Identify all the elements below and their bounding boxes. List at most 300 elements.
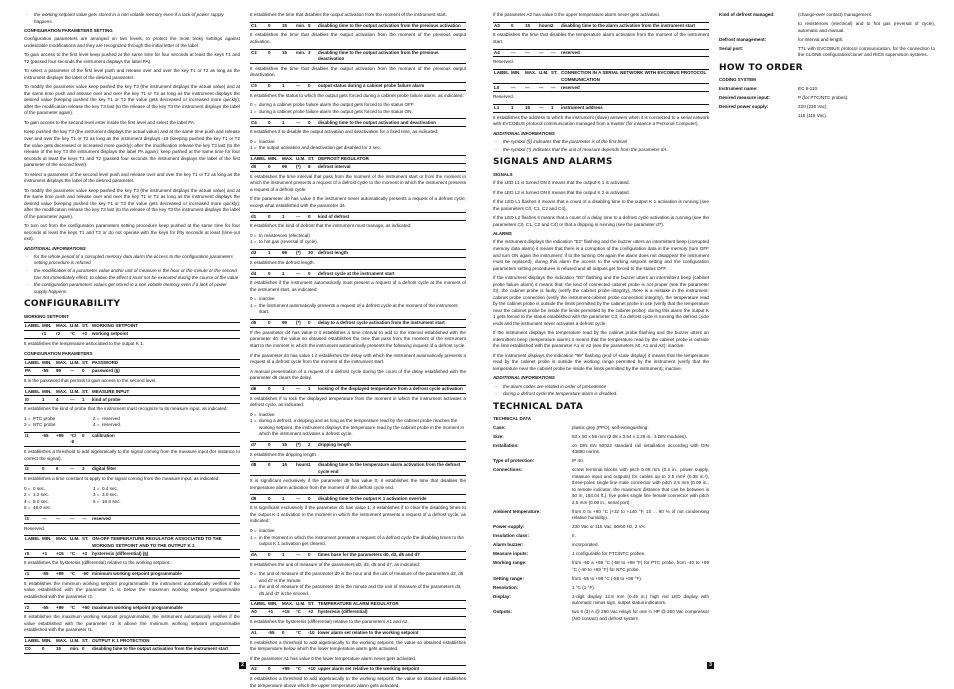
- option-text: 2 =: [93, 415, 100, 421]
- param-cell: 0: [267, 82, 281, 90]
- spec-row: [493, 560, 709, 573]
- param-cell: d6: [250, 385, 267, 393]
- param-cell: ---: [538, 104, 550, 112]
- param-cell: d1: [250, 213, 267, 221]
- option-text: NTC probe: [33, 422, 56, 428]
- option-text: 1 =: [24, 415, 31, 421]
- spec-value: two 6 (3) A @ 250 Vac relays for one ½ HP @ 250 Vac compressor (NO contact) and defrost system: [572, 609, 709, 621]
- additional-info-title: ADDITIONAL INFORMATIONS: [24, 245, 86, 251]
- param-cell: ---: [524, 49, 538, 57]
- option-key: 0 =: [250, 232, 257, 238]
- param-cell: 2: [550, 22, 560, 30]
- param-desc: If the parameter A1 has value 0 the lower temperature alarm never gets activated.: [250, 655, 417, 661]
- param-cell: LABEL: [24, 388, 41, 396]
- param-table: [250, 600, 466, 617]
- param-cell: U.M.: [69, 637, 81, 645]
- spec-row: [719, 46, 935, 59]
- spec-label: Measure inputs:: [493, 551, 529, 557]
- column-4: [719, 12, 935, 671]
- spec-value: 220 (230 Vac): [798, 103, 827, 109]
- paragraph: If the instrument displays the temperature read by the cabinet probe flashing and the buzzer utters an intermittent beep (temperature alarm) it means that the temperature read by the cabinet probe is outside the limit established with the parameter A1 or A2 (see the parameters A0, A1 and A2); inactive.: [493, 330, 709, 349]
- param-cell: MIN.: [41, 536, 55, 550]
- param-cell: -50: [81, 570, 91, 578]
- param-desc: It establishes the status to which the output gets forced during a cabinet probe failure alarm, as indicated:: [250, 92, 464, 98]
- param-cell: 99: [281, 249, 295, 257]
- param-cell: /3: [24, 515, 41, 523]
- param-cell: U.M.: [295, 601, 307, 609]
- spec-label: Case:: [493, 424, 506, 430]
- param-table: [250, 249, 466, 258]
- param-desc: It establishes the hysteresis (differential) relative to the parameters A1 and A2.: [250, 619, 409, 625]
- param-row: [493, 22, 709, 30]
- additional-info-title: ADDITIONAL INFORMATIONS: [493, 130, 555, 136]
- param-cell: 0: [267, 49, 281, 63]
- param-name: reserved: [91, 515, 240, 523]
- spec-label: Outputs:: [493, 609, 513, 615]
- spec-value: II.: [572, 533, 576, 539]
- param-name: lower alarm set relative to the working setpoint: [317, 629, 466, 637]
- spec-value: on DIN EN 50022 standard rail installation according with DIN 43880 norms.: [572, 442, 709, 455]
- param-name: output status during a cabinet probe failure alarm: [317, 82, 466, 90]
- param-row: [250, 462, 466, 476]
- spec-value: 1 °C (1 °F).: [572, 584, 596, 590]
- param-cell: +99: [55, 570, 69, 578]
- param-cell: +1: [267, 609, 281, 617]
- param-cell: °C: [295, 609, 307, 617]
- option-text: 1 =: [93, 485, 100, 491]
- param-cell: A1: [250, 629, 267, 637]
- param-cell: /0: [24, 396, 41, 404]
- param-cell: ST.: [550, 70, 560, 84]
- param-desc: A manual presentation of a request of a defrost cycle during the count of the delay established with the parameter d5 clears the delay.: [250, 368, 466, 381]
- spec-label: Insulation class:: [493, 533, 529, 539]
- param-cell: C4: [250, 119, 267, 127]
- param-row: [250, 551, 466, 559]
- param-name: hysteresis (differential): [317, 609, 466, 617]
- spec-label: [719, 21, 798, 34]
- param-cell: C3: [250, 82, 267, 90]
- param-desc: It establishes a threshold to add algebraically to the working setpoint; the value so obtained establishes the temperature above which the upper temperature alarm gets activated.: [250, 676, 466, 688]
- param-cell: A3: [493, 22, 510, 30]
- paragraph: If the instrument displays the indication "99" flashing (end of scale display) it means that the temperature read by the cabinet probe is outside the working range permitted by the instrument (verify that the temperature near the cabinet probe be inside the limits permitted by the instrument); inactive.: [493, 352, 709, 371]
- param-cell: ---: [69, 515, 81, 523]
- param-cell: (*): [295, 163, 307, 171]
- param-cell: MIN.: [510, 70, 524, 84]
- spec-label: Ambient temperature:: [493, 508, 541, 514]
- param-cell: 1: [281, 213, 295, 221]
- param-cell: U.M.: [295, 155, 307, 163]
- option-text: inactive: [259, 411, 275, 417]
- param-table: [250, 385, 466, 394]
- bullet-item: - the alarm codes are related in order of precedence: [503, 384, 709, 391]
- param-desc: It establishes the time that disables the output activation from the moment of the previous output activation.: [250, 32, 466, 44]
- param-cell: d0: [250, 163, 267, 171]
- param-desc: It establishes if the instrument automatically must present a request of a defrost cycle at the moment of the instrument start, as indicated:: [250, 280, 466, 292]
- section-title: CODING SYSTEM: [719, 77, 756, 83]
- bullet-item: - the configuration parameters values get stored in a non volatile memory even if a lack of power supply happens.: [34, 282, 240, 295]
- spec-label: Desired power supply:: [719, 103, 769, 109]
- param-name: disabling time to the output activation from the instrument start: [91, 645, 240, 653]
- param-cell: 0: [267, 22, 281, 30]
- bullet-item: - for the whole period of a corrupted memory data alarm the access to the configuration parameters setting procedure is refused: [34, 254, 240, 267]
- spec-row: [493, 443, 709, 456]
- param-cell: -10: [307, 629, 317, 637]
- param-cell: 0: [281, 629, 295, 637]
- param-cell: -55: [267, 629, 281, 637]
- param-cell: min.: [69, 645, 81, 653]
- param-row: [250, 213, 466, 221]
- param-cell: -55: [41, 570, 55, 578]
- param-name: instrument address: [560, 104, 709, 112]
- option-key: 1 =: [250, 108, 257, 114]
- column-3: [493, 12, 709, 671]
- param-cell: 0: [267, 385, 281, 393]
- param-row: [24, 515, 240, 523]
- param-desc: It establishes the time that disables the temperature alarm activation from the moment of the instrument start.: [493, 32, 709, 44]
- param-cell: (*): [295, 319, 307, 327]
- param-cell: °C: [69, 550, 81, 558]
- param-cell: ---: [510, 49, 524, 57]
- param-desc: It establishes the time that disables the output activation from the moment of the previous output deactivation.: [250, 65, 466, 78]
- option-text: 1.2 sec.: [33, 492, 50, 498]
- param-cell: MIN.: [41, 388, 55, 396]
- spec-value: from -50 a +99 °C (-58 to +99 °F) for PTC probe, from -40 to +99 °C (-40 to +99 °F) for NTC probe.: [572, 560, 709, 572]
- bullet-list: [34, 254, 240, 295]
- spec-row: [493, 467, 709, 506]
- param-name: reserved: [560, 84, 709, 92]
- column-1: [24, 12, 240, 671]
- param-cell: 15: [524, 104, 538, 112]
- param-row: [250, 270, 466, 278]
- param-cell: +10: [307, 666, 317, 674]
- param-cell: C2: [250, 49, 267, 63]
- param-cell: LABEL: [250, 601, 267, 609]
- param-cell: /2: [24, 466, 41, 474]
- spec-label: Instrument name:: [719, 85, 758, 91]
- param-table: [24, 603, 240, 612]
- param-table: [250, 319, 466, 328]
- page-number: 2: [239, 662, 246, 669]
- param-cell: +2: [307, 609, 317, 617]
- option-text: 4 =: [24, 498, 31, 504]
- option-text: reserved.: [102, 422, 122, 428]
- param-row: [24, 367, 240, 375]
- param-desc: If the parameter d4 has value 1 it establishes the delay with which the instrument automatically presents a request of a defrost cycle from the moment of the instrument start.: [250, 352, 466, 365]
- param-cell: ---: [550, 84, 560, 92]
- param-row: [24, 645, 240, 653]
- spec-value: plastic grey (PPO), self-extinguishing.: [572, 424, 649, 430]
- param-cell: MIN.: [41, 359, 55, 367]
- param-cell: (*): [295, 249, 307, 257]
- param-cell: °C: [69, 331, 81, 339]
- param-table: [24, 570, 240, 579]
- param-desc: If the parameter d4 has value 0 it establishes a time interval to add to the interval established with the parameter d0; the value so obtained establishes the time that pass from the moment of the instrument start to the moment in which the instrument automatically presents the following request of a defrost cycle.: [250, 329, 466, 348]
- param-cell: +50: [81, 604, 91, 612]
- param-cell: 0: [267, 441, 281, 449]
- heading-how-to-order: HOW TO ORDER: [719, 62, 803, 73]
- param-row: [250, 666, 466, 674]
- param-cell: (*): [295, 441, 307, 449]
- param-row: [24, 359, 240, 367]
- option-grid: [24, 416, 240, 429]
- param-table: [24, 535, 240, 558]
- spec-row: [493, 542, 709, 549]
- spec-value: (change-over contact) management.: [798, 12, 873, 17]
- param-desc: It establishes the kind of defrost that the instrument must manage, as indicated:: [250, 223, 412, 229]
- param-cell: 1: [81, 396, 91, 404]
- param-cell: 3: [81, 466, 91, 474]
- option-text: reserved: [102, 415, 120, 421]
- option-key: 0 =: [250, 102, 257, 108]
- option-text: 48.0 sec.: [33, 505, 52, 511]
- param-name: locking of the displayed temperature from a defrost cycle activation: [317, 385, 466, 393]
- spec-row: [719, 37, 935, 44]
- option-text: 8.0 sec.: [33, 498, 50, 504]
- param-cell: MAX.: [55, 388, 69, 396]
- param-cell: 99: [281, 163, 295, 171]
- param-cell: MAX.: [55, 359, 69, 367]
- param-cell: 1: [267, 249, 281, 257]
- param-cell: 8: [307, 163, 317, 171]
- param-row: [250, 385, 466, 393]
- param-cell: ---: [295, 119, 307, 127]
- param-desc: It is the password that permits to gain access to the second level.: [24, 377, 157, 383]
- param-cell: ---: [295, 551, 307, 559]
- param-desc: It establishes a time constant to apply to the signal coming from the measure input, as indicated:: [24, 476, 220, 482]
- param-name: disabling time to the temperature alarm activation from the defrost cycle end: [317, 462, 466, 476]
- section-title: CONFIGURATION PARAMETERS: [24, 350, 93, 356]
- option-text: the output activation and deactivation get disabled for 3 sec.: [259, 145, 382, 151]
- param-cell: [24, 331, 41, 339]
- param-cell: 0: [267, 666, 281, 674]
- spec-value: TTL with EVCOBUS protocol communication, for the connection to the CLONE configuration/cloner and RICS supervision systems.: [798, 45, 935, 58]
- param-cell: +1: [41, 550, 55, 558]
- param-cell: ---: [295, 270, 307, 278]
- param-name: times base for the parameters d0, d3, d5 and d7: [317, 551, 466, 559]
- param-table: [250, 665, 466, 674]
- section-title: ALARMS: [493, 231, 512, 237]
- param-table: [24, 515, 240, 524]
- param-row: [24, 536, 240, 550]
- param-row: [493, 49, 709, 57]
- order-list: [719, 86, 935, 120]
- param-cell: U.M.: [538, 70, 550, 84]
- spec-value: to resistences (electrical) and to hot gas (reversal of cycle), automatic and manual.: [798, 21, 935, 33]
- heading-technical-data: TECHNICAL DATA: [493, 401, 584, 412]
- column-2: [250, 12, 466, 688]
- param-cell: r2: [55, 331, 69, 339]
- param-cell: MAX.: [55, 536, 69, 550]
- paragraph: To modify the parameter value keep pushed the key T3 (the instrument displays the actual value) and at the same time push and release over and over the key T1 or T2 as long as the instrument displays the desired value (keeping pushed the key T1 or T2 the value gets decreased or increased more quickly); after the modification release the key T3 last (to the release of the key T3 the instrument displays the label of the parameter again).: [24, 84, 240, 116]
- param-desc: It is significant exclusively if the parameter d6 has value 0; it establishes the time that disables the temperature alarm activation from the moment of the defrost cycle end.: [250, 478, 466, 490]
- param-cell: 0: [307, 319, 317, 327]
- param-table: [24, 637, 240, 654]
- param-cell: PA: [24, 367, 41, 375]
- param-table: [250, 269, 466, 278]
- param-cell: ---: [81, 515, 91, 523]
- param-cell: 30: [307, 249, 317, 257]
- param-cell: 4: [55, 396, 69, 404]
- param-cell: -55: [41, 432, 55, 446]
- option-text: inactive: [259, 296, 275, 302]
- spec-label: Setting range:: [493, 575, 524, 581]
- spec-row: [493, 594, 709, 607]
- param-cell: r1: [41, 331, 55, 339]
- param-cell: 6: [55, 466, 69, 474]
- param-table: [250, 22, 466, 31]
- spec-value: from -55 to +99 °C (-55 to +99 °F).: [572, 575, 643, 581]
- param-desc: It establishes the temperature associated to the output K 1.: [24, 341, 145, 347]
- bullet-item: - the symbol (*) indicates that the unit of measure depends from the parameter dA.: [503, 147, 709, 154]
- param-cell: min.: [295, 22, 307, 30]
- param-desc: It establishes the maximum working setpoint programmable; the instrument automatically verifies if the value established with the parameter r2 is above the minimum working setpoint programmable established with the parameter r1.: [24, 614, 240, 633]
- param-cell: d4: [250, 270, 267, 278]
- param-cell: MIN.: [267, 601, 281, 609]
- param-cell: 99: [55, 367, 69, 375]
- param-row: [250, 495, 466, 503]
- param-name: working setpoint: [91, 331, 240, 339]
- param-desc: If the parameter d0 has value 0 the instrument never automatically presents a request of a defrost cycle, except what established with the parameter d4.: [250, 196, 466, 208]
- param-cell: 0: [307, 551, 317, 559]
- param-cell: °C: [295, 666, 307, 674]
- spec-label: Installation:: [493, 442, 519, 448]
- spec-label: [719, 113, 798, 120]
- param-row: [250, 82, 466, 90]
- param-table: [250, 82, 466, 91]
- param-desc: It establishes the time interval that pass from the moment of the instrument start or from the moment in which the instrument presents a request of a defrost cycle to the moment in which the instrument presents a request of a defrost cycle.: [250, 173, 466, 192]
- page-left: [0, 0, 477, 688]
- paragraph: If the instrument displays the indication "E2" flashing and the buzzer utters an intermittent beep (corrupted memory data alarm) it means that there is a corruption of the configuration data in the memory (turn OFF and turn ON again the instrument: if to the turning ON again the alarm does not disappear the instrument must be replaced); during this alarm the access to the working setpoint setting and the configuration parameters setting procedures is refused and all outputs get forced to the status OFF.: [493, 239, 709, 271]
- param-cell: 0: [81, 645, 91, 653]
- option-key: 1 =: [250, 534, 257, 540]
- param-cell: U.M.: [69, 388, 81, 396]
- param-cell: min.: [295, 49, 307, 63]
- param-row: [24, 388, 240, 396]
- param-name: minimum working setpoint programmable: [91, 570, 240, 578]
- param-cell: 0: [307, 119, 317, 127]
- param-cell: ---: [295, 213, 307, 221]
- spec-value: EC 6-110.: [798, 85, 819, 91]
- param-cell: 15: [281, 462, 295, 476]
- param-table: [24, 359, 240, 376]
- param-cell: 2: [307, 441, 317, 449]
- param-cell: MIN.: [41, 323, 55, 331]
- param-table: [250, 551, 466, 560]
- param-cell: 1: [550, 104, 560, 112]
- param-desc: Reserved.: [493, 59, 514, 65]
- param-row: [250, 119, 466, 127]
- param-cell: +15: [281, 609, 295, 617]
- option-text: [102, 505, 162, 512]
- param-cell: C1: [250, 22, 267, 30]
- param-row: [24, 432, 240, 446]
- param-table: [493, 49, 709, 58]
- param-row: [250, 49, 466, 63]
- paragraph: To select a parameter of the first level push and release over and over the key T1 or T2 as long as the instrument displays the label of the desired parameter.: [24, 68, 240, 80]
- param-table: [24, 322, 240, 339]
- param-cell: 0: [267, 462, 281, 476]
- option-row: [250, 303, 466, 316]
- spec-value: P (for PTC/NTC probes).: [798, 94, 849, 100]
- param-cell: MAX.: [55, 323, 69, 331]
- param-cell: 0: [267, 319, 281, 327]
- option-key: 1 =: [250, 145, 257, 151]
- param-desc: Reserved.: [493, 94, 514, 100]
- option-text: 5 =: [93, 498, 100, 504]
- option-row: [250, 584, 466, 597]
- option-text: 2 =: [24, 492, 31, 498]
- param-cell: 0: [81, 432, 91, 446]
- param-cell: ST.: [307, 601, 317, 609]
- paragraph: To modify the parameter value keep pushed the key T3 (the instrument displays the actual value) and at the same time push and release over and over the key T1 or T2 as long as the instrument displays the desired value (keeping pushed the key T1 or T2 the value gets decreased or increased more quickly); after the modification release the key T3 last (to the release of the key T3 the instrument displays the label of the parameter again).: [24, 187, 240, 219]
- paragraph: If the LED L1 is turned ON it means that the output K 1 is activated.: [493, 180, 630, 186]
- param-cell: hours: [538, 22, 550, 30]
- param-cell: ---: [55, 515, 69, 523]
- param-row: [250, 155, 466, 163]
- param-cell: 0: [81, 367, 91, 375]
- page-right: [477, 0, 954, 675]
- param-name: MEASURE INPUT: [91, 388, 240, 396]
- option-text: PTC probe: [33, 415, 56, 421]
- param-row: [24, 323, 240, 331]
- option-row: [24, 422, 240, 429]
- spec-row: [493, 551, 709, 558]
- option-text: the unit of measure of the parameter d0 is the hour and the unit of measure of the parameters d3, d5 and d7 is the minute: [259, 571, 464, 583]
- option-text: to hot gas (reversal of cycle).: [259, 239, 318, 245]
- param-cell: 1: [41, 396, 55, 404]
- param-row: [24, 570, 240, 578]
- option-list: [250, 102, 466, 115]
- spec-row: [719, 104, 935, 111]
- param-cell: -55: [41, 604, 55, 612]
- param-cell: 0: [41, 466, 55, 474]
- spec-value: IP 40.: [572, 458, 584, 464]
- param-cell: 1: [281, 82, 295, 90]
- param-name: disabling time to the output activation from the previous deactivation: [317, 49, 466, 63]
- bullet-item: - the modification of a parameter value and/or unit of measure is the hour or the minute or the second has not immediately effect, to obtain the effect it must not be executed during the course of the value: [34, 268, 240, 281]
- spec-row: [493, 425, 709, 432]
- option-text: 0 sec.: [33, 485, 46, 491]
- section-title: SIGNALS: [493, 171, 513, 177]
- param-cell: 0: [307, 495, 317, 503]
- option-text: 6 =: [24, 505, 31, 511]
- option-row: [24, 505, 240, 512]
- param-table: [250, 494, 466, 503]
- paragraph: If the LED L1 flashes it means that a count of a disabling time to the output K 1 activation is running (see the parameters C0, C1, C2 and C4).: [493, 199, 709, 211]
- param-table: [493, 104, 709, 113]
- param-name: defrost cycle at the instrument start: [317, 270, 466, 278]
- option-text: during a cabinet probe failure alarm the output gets forced to the status ON.: [259, 108, 413, 114]
- spec-value: 115 (115 Vac).: [798, 112, 828, 118]
- param-cell: MIN.: [41, 637, 55, 645]
- spec-row: [493, 434, 709, 441]
- param-desc: It is significant exclusively if the parameter d1 has value 1; it establishes if to clear the disabling times to the output K 1 activation in the moment in which the instrument presents a request of a defrost cycle, as indicated:: [250, 505, 466, 524]
- param-desc: If the parameter A2 has value 0 the upper temperature alarm never gets activated.: [493, 12, 661, 17]
- param-cell: +2: [81, 550, 91, 558]
- paragraph: Keep pushed the key T3 (the instrument displays the actual value) and at the same time push and release over and over the key T1 or T2 as long as the instrument displays -19 (keeping pushed the key T1 or T2 the value gets decreased or increased more quickly); after the modification release the key T3 last (to the release of the key T3 the instrument displays the label PA again); keep pushed at the same time for four seconds at least the keys T1 and T2 (passed four seconds the instrument displays the label of the first parameter of the second level).: [24, 129, 240, 168]
- param-name: reserved: [560, 49, 709, 57]
- section-title: TECHNICAL DATA: [493, 416, 532, 422]
- param-cell: °C: [69, 570, 81, 578]
- param-table: [24, 432, 240, 447]
- option-text: 0 =: [24, 485, 31, 491]
- param-cell: r2: [24, 604, 41, 612]
- param-row: [493, 70, 709, 84]
- param-cell: 1: [281, 495, 295, 503]
- spec-value: from 0 to +60 °C (+32 to +140 °F, 10 ... 90 % of not condensing relative humidity).: [572, 508, 709, 521]
- param-cell: ---: [510, 84, 524, 92]
- spec-row: [719, 95, 935, 102]
